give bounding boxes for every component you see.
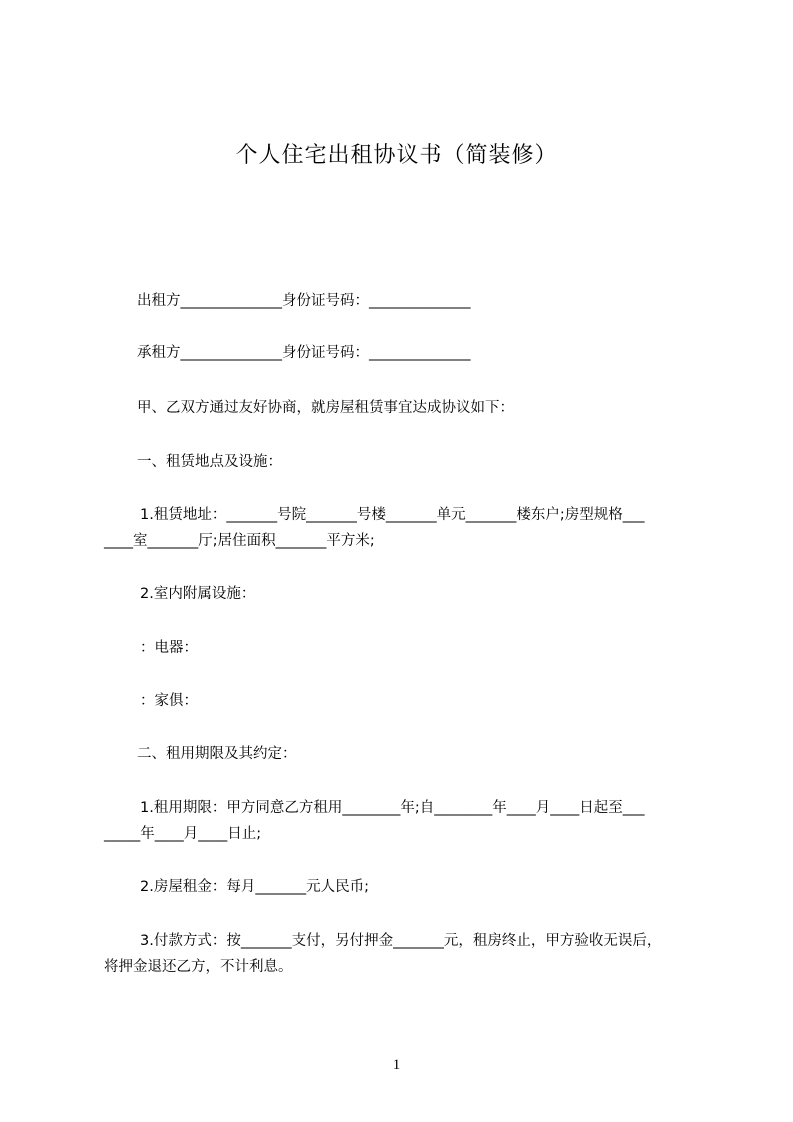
furniture-line: ：家俱： [140, 693, 198, 709]
lessor-line: 出租方______________身份证号码：______________ [137, 293, 471, 309]
clause-2-1-line-2: _____年____月____日止; [104, 826, 262, 842]
section-2-heading: 二、租用期限及其约定： [137, 746, 297, 762]
appliances-line: ：电器： [140, 640, 198, 656]
lessee-line: 承租方______________身份证号码：______________ [137, 345, 471, 361]
clause-1-1-line-2: ____室_______厅;居住面积_______平方米; [104, 533, 375, 549]
clause-1-2: 2.室内附属设施： [140, 586, 256, 602]
page-number: 1 [392, 1057, 401, 1073]
clause-2-2: 2.房屋租金：每月_______元人民币; [140, 879, 369, 895]
section-1-heading: 一、租赁地点及设施： [137, 454, 282, 470]
intro-paragraph: 甲、乙双方通过友好协商，就房屋租赁事宜达成协议如下： [137, 400, 514, 416]
clause-2-3-line-2: 将押金退还乙方，不计利息。 [104, 959, 293, 975]
clause-2-1-line-1: 1.租用期限：甲方同意乙方租用________年;自________年____月____日起至___ [140, 800, 645, 816]
clause-1-1-line-1: 1.租赁地址：_______号院_______号楼_______单元_______楼东户;房型规格___ [140, 507, 645, 523]
document-title: 个人住宅出租协议书（简装修） [235, 143, 558, 168]
clause-2-3-line-1: 3.付款方式：按_______支付，另付押金_______元，租房终止，甲方验收无误后， [140, 933, 662, 949]
